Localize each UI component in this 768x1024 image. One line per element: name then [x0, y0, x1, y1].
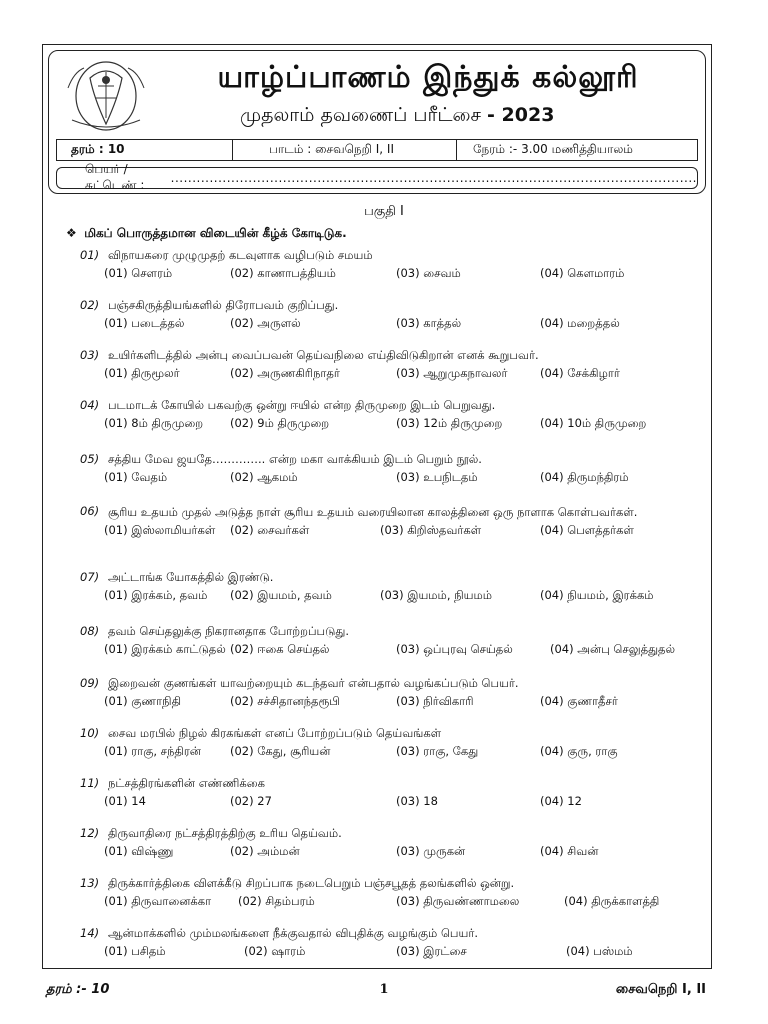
question-number: 03) — [80, 348, 100, 362]
answer-option[interactable]: (01) படைத்தல் — [104, 316, 185, 330]
question-stem — [80, 876, 710, 892]
question-stem — [80, 398, 710, 414]
exam-name: முதலாம் தவணைப் பரீட்சை — [240, 104, 481, 126]
answer-option[interactable]: (01) இஸ்லாமியர்கள் — [104, 523, 216, 537]
answer-option[interactable]: (02) கேது, சூரியன் — [230, 744, 331, 758]
question-number: 10) — [80, 726, 100, 740]
exam-info-row — [56, 139, 698, 161]
subject-cell: பாடம் : சைவநெறி I, II — [233, 140, 457, 160]
answer-options — [80, 894, 710, 910]
answer-option[interactable]: (03) முருகன் — [396, 844, 466, 858]
answer-option[interactable]: (02) ஈகை செய்தல் — [230, 642, 330, 656]
question-text: சைவ மரபில் நிழல் கிரகங்கள் எனப் போற்றப்படும் தெய்வங்கள் — [108, 726, 442, 740]
answer-options — [80, 944, 710, 960]
question-stem — [80, 348, 710, 364]
school-name: யாழ்ப்பாணம் இந்துக் கல்லூரி — [217, 60, 639, 95]
answer-option[interactable]: (01) குணாநிதி — [104, 694, 182, 708]
question-item — [80, 876, 710, 910]
question-stem — [80, 776, 710, 792]
answer-option[interactable]: (02) சைவர்கள் — [230, 523, 310, 537]
answer-option[interactable]: (03) திருவண்ணாமலை — [396, 894, 520, 908]
answer-option[interactable]: (03) 18 — [396, 794, 438, 808]
answer-option[interactable]: (01) இரக்கம், தவம் — [104, 588, 208, 602]
question-text: திருவாதிரை நட்சத்திரத்திற்கு உரிய தெய்வம். — [108, 826, 342, 840]
question-stem — [80, 504, 710, 521]
answer-option[interactable]: (04) குணாதீசர் — [540, 694, 618, 708]
question-stem — [80, 826, 710, 842]
question-number: 02) — [80, 298, 100, 312]
answer-option[interactable]: (04) மறைத்தல் — [540, 316, 620, 330]
answer-option[interactable]: (04) 10ம் திருமுறை — [540, 416, 647, 430]
instruction — [66, 226, 347, 242]
question-text: திருக்கார்த்திகை விளக்கீடு சிறப்பாக நடைபெறும் பஞ்சபூதத் தலங்களில் ஒன்று. — [108, 876, 515, 890]
question-item — [80, 776, 710, 810]
question-stem — [80, 570, 710, 586]
question-item — [80, 826, 710, 860]
question-number: 04) — [80, 398, 100, 412]
answer-options — [80, 266, 710, 282]
question-item — [80, 624, 710, 658]
answer-option[interactable]: (03) இயமம், நியமம் — [380, 588, 493, 602]
footer-subject: சைவநெறி I, II — [615, 982, 706, 997]
question-stem — [80, 298, 710, 314]
question-item — [80, 926, 710, 960]
question-item — [80, 726, 710, 760]
answer-option[interactable]: (04) குரு, ராகு — [540, 744, 618, 758]
answer-option[interactable]: (02) காணாபத்தியம் — [230, 266, 336, 280]
question-number: 13) — [80, 876, 100, 890]
answer-options — [80, 642, 710, 658]
question-text: அட்டாங்க யோகத்தில் இரண்டு. — [108, 570, 274, 584]
question-number: 05) — [80, 452, 100, 466]
question-text: பஞ்சகிருத்தியங்களில் திரோபவம் குறிப்பது. — [108, 298, 339, 312]
answer-option[interactable]: (04) சேக்கிழார் — [540, 366, 620, 380]
name-index-field[interactable] — [56, 162, 698, 192]
answer-option[interactable]: (01) இரக்கம் காட்டுதல் — [104, 642, 226, 656]
question-text: படமாடக் கோயில் பகவற்கு ஒன்று ஈயில் என்ற திருமுறை இடம் பெறுவது. — [108, 398, 496, 412]
question-item — [80, 504, 710, 539]
question-number: 09) — [80, 676, 100, 690]
answer-option[interactable]: (02) அம்மன் — [230, 844, 300, 858]
answer-option[interactable]: (01) 14 — [104, 794, 146, 808]
answer-option[interactable]: (01) வேதம் — [104, 470, 168, 484]
answer-options — [80, 694, 710, 710]
answer-option[interactable]: (03) கிறிஸ்தவர்கள் — [380, 523, 482, 537]
instruction-text: மிகப் பொருத்தமான விடையின் கீழ்க் கோடிடுக. — [84, 226, 347, 240]
question-stem — [80, 926, 710, 942]
question-item — [80, 298, 710, 332]
page-number: 1 — [379, 982, 389, 997]
footer-grade: தரம் :- 10 — [46, 982, 110, 997]
question-stem — [80, 624, 710, 640]
question-stem — [80, 452, 710, 468]
name-fill-line: .......................................................................................................................... — [170, 171, 697, 185]
question-number: 06) — [80, 504, 100, 518]
duration-cell: நேரம் :- 3.00 மணித்தியாலம் — [473, 142, 633, 156]
exam-title — [240, 104, 680, 129]
answer-options — [80, 470, 710, 486]
answer-options — [80, 794, 710, 810]
answer-option[interactable]: (03) உபநிடதம் — [396, 470, 478, 484]
answer-option[interactable]: (02) ஷாரம் — [244, 944, 306, 958]
question-number: 12) — [80, 826, 100, 840]
answer-option[interactable]: (03) ராகு, கேது — [396, 744, 479, 758]
answer-option[interactable]: (04) 12 — [540, 794, 582, 808]
answer-option[interactable]: (03) ஒப்புரவு செய்தல் — [396, 642, 513, 656]
answer-option[interactable]: (02) அருணகிரிநாதர் — [230, 366, 340, 380]
answer-option[interactable]: (02) அருளல் — [230, 316, 301, 330]
question-text: தவம் செய்தலுக்கு நிகரானதாக போற்றப்படுது. — [108, 624, 349, 638]
answer-option[interactable]: (04) பௌத்தர்கள் — [540, 523, 634, 537]
answer-options — [80, 523, 710, 539]
answer-option[interactable]: (02) இயமம், தவம் — [230, 588, 332, 602]
question-text: சூரிய உதயம் முதல் அடுத்த நாள் சூரிய உதயம் வரையிலான காலத்தினை ஒரு நாளாக கொள்பவர்கள். — [108, 505, 638, 519]
answer-option[interactable]: (01) சௌரம் — [104, 266, 173, 280]
question-number: 11) — [80, 776, 100, 790]
answer-options — [80, 366, 710, 382]
question-item — [80, 570, 710, 604]
answer-options — [80, 588, 710, 604]
question-number: 08) — [80, 624, 100, 638]
question-item — [80, 452, 710, 486]
answer-option[interactable]: (02) ஆகமம் — [230, 470, 298, 484]
answer-option[interactable]: (02) 9ம் திருமுறை — [230, 416, 330, 430]
school-crest-icon — [60, 58, 152, 134]
answer-option[interactable]: (04) நியமம், இரக்கம் — [540, 588, 654, 602]
name-label: பெயர் / சுட்டெண் : — [85, 162, 145, 192]
question-text: உயிர்களிடத்தில் அன்பு வைப்பவன் தெய்வநிலை எய்திவிடுகிறான் எனக் கூறுபவர். — [108, 348, 539, 362]
answer-option[interactable]: (01) திருமூலர் — [104, 366, 180, 380]
answer-option[interactable]: (04) திருக்காளத்தி — [564, 894, 660, 908]
question-number: 01) — [80, 248, 100, 262]
question-text: இறைவன் குணங்கள் யாவற்றையும் கடந்தவர் என்பதால் வழங்கப்படும் பெயர். — [108, 676, 519, 690]
answer-option[interactable]: (03) ஆறுமுகநாவலர் — [396, 366, 508, 380]
answer-option[interactable]: (04) அன்பு செலுத்துதல் — [550, 642, 676, 656]
question-stem — [80, 726, 710, 742]
answer-options — [80, 316, 710, 332]
answer-option[interactable]: (01) விஷ்ணு — [104, 844, 174, 858]
answer-option[interactable]: (02) சிதம்பரம் — [238, 894, 315, 908]
answer-option[interactable]: (03) சைவம் — [396, 266, 461, 280]
question-text: சத்திய மேவ ஜயதே………….. என்ற மகா வாக்கியம் இடம் பெறும் நூல். — [108, 452, 482, 466]
answer-option[interactable]: (03) இரட்சை — [396, 944, 467, 958]
answer-option[interactable]: (04) கௌமாரம் — [540, 266, 625, 280]
exam-year: - 2023 — [487, 104, 555, 126]
question-number: 07) — [80, 570, 100, 584]
answer-option[interactable]: (04) பஸ்மம் — [566, 944, 633, 958]
answer-option[interactable]: (01) 8ம் திருமுறை — [104, 416, 204, 430]
answer-options — [80, 744, 710, 760]
question-item — [80, 348, 710, 382]
answer-option[interactable]: (03) 12ம் திருமுறை — [396, 416, 503, 430]
answer-option[interactable]: (03) காத்தல் — [396, 316, 462, 330]
question-stem — [80, 676, 710, 692]
answer-option[interactable]: (02) சச்சிதானந்தரூபி — [230, 694, 340, 708]
answer-option[interactable]: (02) 27 — [230, 794, 272, 808]
answer-option[interactable]: (04) சிவன் — [540, 844, 599, 858]
question-text: விநாயகரை முழுமுதற் கடவுளாக வழிபடும் சமயம் — [108, 248, 373, 262]
question-item — [80, 398, 710, 432]
answer-option[interactable]: (01) ராகு, சந்திரன் — [104, 744, 201, 758]
bullet-icon: ❖ — [66, 226, 77, 240]
question-text: ஆன்மாக்களில் மும்மலங்களை நீக்குவதால் விபுதிக்கு வழங்கும் பெயர். — [108, 926, 478, 940]
answer-options — [80, 844, 710, 860]
question-stem — [80, 248, 710, 264]
question-item — [80, 248, 710, 282]
question-number: 14) — [80, 926, 100, 940]
question-text: நட்சத்திரங்களின் எண்ணிக்கை — [108, 776, 266, 790]
question-item — [80, 676, 710, 710]
part-title: பகுதி I — [364, 204, 404, 219]
answer-options — [80, 416, 710, 432]
answer-option[interactable]: (01) திருவானைக்கா — [104, 894, 212, 908]
answer-option[interactable]: (04) திருமந்திரம் — [540, 470, 629, 484]
answer-option[interactable]: (03) நிர்விகாரி — [396, 694, 474, 708]
answer-option[interactable]: (01) பசிதம் — [104, 944, 166, 958]
grade-cell: தரம் : 10 — [57, 140, 233, 160]
